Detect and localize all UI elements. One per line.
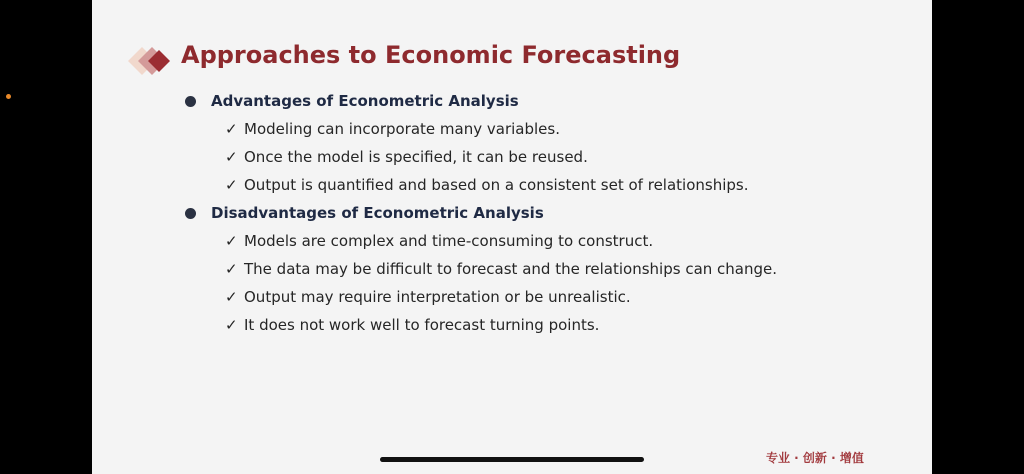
list-item-text: Output is quantified and based on a consistent set of relationships. [244, 176, 749, 194]
check-mark-icon: ✓ [225, 148, 238, 166]
filled-circle-bullet-icon [185, 96, 196, 107]
check-mark-icon: ✓ [225, 120, 238, 138]
section-disadvantages [185, 199, 809, 339]
list-item [225, 227, 809, 255]
list-item [225, 283, 809, 311]
section-advantages [185, 87, 884, 199]
list-item [225, 143, 884, 171]
list-item-text: Modeling can incorporate many variables. [244, 120, 560, 138]
list-item-text: It does not work well to forecast turning points. [244, 316, 600, 334]
footer-brand-slogan: 专业 · 创新 · 增值 [766, 451, 864, 465]
list-item-text: Once the model is specified, it can be reused. [244, 148, 588, 166]
section-heading-row [185, 87, 884, 115]
home-indicator-bar[interactable] [380, 457, 644, 462]
filled-circle-bullet-icon [185, 208, 196, 219]
check-mark-icon: ✓ [225, 232, 238, 250]
section-heading: Disadvantages of Econometric Analysis [211, 204, 544, 222]
list-item-text: Models are complex and time-consuming to construct. [244, 232, 654, 250]
status-dot-icon [6, 94, 11, 99]
list-item [225, 171, 884, 199]
slide-title: Approaches to Economic Forecasting [181, 41, 681, 69]
check-mark-icon: ✓ [225, 316, 238, 334]
check-mark-icon: ✓ [225, 288, 238, 306]
check-mark-icon: ✓ [225, 260, 238, 278]
list-item-text: Output may require interpretation or be unrealistic. [244, 288, 631, 306]
section-heading: Advantages of Econometric Analysis [211, 92, 519, 110]
section-heading-row [185, 199, 809, 227]
list-item [225, 115, 884, 143]
check-mark-icon: ✓ [225, 176, 238, 194]
layered-diamonds-icon [114, 43, 176, 79]
list-item [225, 311, 809, 339]
slide [92, 0, 932, 474]
list-item [225, 255, 809, 283]
list-item-text: The data may be difficult to forecast and the relationships can change. [244, 260, 778, 278]
